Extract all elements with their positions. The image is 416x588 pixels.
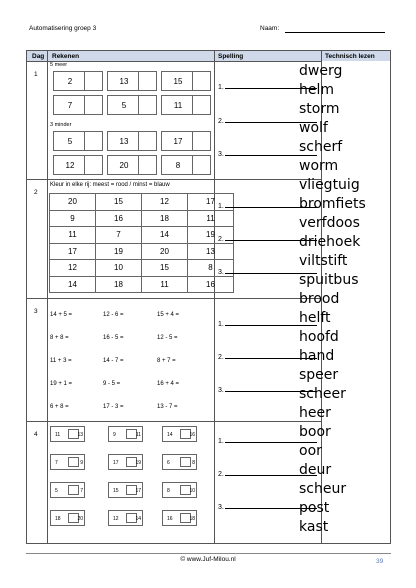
answer-box[interactable] [84,96,102,114]
answer-box[interactable] [84,72,102,90]
number: 10 [189,488,195,494]
spelling-item: 3. [218,387,317,394]
more-group [27,51,214,179]
reading-word: driehoek [299,234,361,250]
number-cell[interactable]: 15 [96,194,142,211]
number-cell[interactable]: 16 [96,210,142,227]
number-cell[interactable]: 14 [50,276,96,293]
number: 18 [189,516,195,522]
number-sequence [108,482,143,498]
worksheet-title: Automatisering groep 3 [29,25,97,32]
reading-word: heer [299,405,331,421]
answer-box[interactable] [84,156,102,174]
reading-word: storm [299,101,340,117]
day-number: 1 [34,71,38,78]
page-number: 39 [376,558,384,565]
sum: 14 + 5 = [50,312,73,318]
number-cell[interactable]: 10 [96,260,142,277]
answer-box[interactable] [192,96,210,114]
color-number-table [49,193,234,293]
number-cell[interactable]: 17 [50,243,96,260]
start-number: 5 [121,101,127,110]
number: 12 [113,516,119,522]
start-number: 13 [119,77,129,86]
sum: 11 + 3 = [50,358,72,364]
day-number: 4 [34,431,38,438]
answer-box[interactable] [138,72,156,90]
number-cell[interactable]: 11 [142,276,188,293]
reading-word: viltstift [299,253,348,269]
number-cell[interactable]: 9 [50,210,96,227]
answer-box[interactable] [192,156,210,174]
sum: 8 + 8 = [50,335,69,341]
start-number: 11 [173,101,183,110]
start-number: 2 [67,77,73,86]
number: 8 [167,488,170,494]
number-cell[interactable]: 20 [142,243,188,260]
answer-box[interactable] [138,96,156,114]
answer-box[interactable] [138,132,156,150]
number-cell[interactable]: 20 [50,194,96,211]
name-label: Naam: [260,25,280,32]
reading-word: scheur [299,481,347,497]
name-line[interactable] [285,32,385,33]
number-sequence [108,426,143,442]
reading-word: kast [299,519,329,535]
number-sequence [108,510,143,526]
spelling-item: 1. [218,84,317,91]
spelling-item: 1. [218,203,317,210]
reading-word: scheer [299,386,346,402]
start-number: 17 [173,137,183,146]
number: 14 [167,432,173,438]
number-sequence [162,426,197,442]
sum: 9 - 5 = [103,381,121,387]
answer-box[interactable] [68,485,79,495]
number-cell[interactable]: 16 [188,276,234,293]
sum: 16 + 4 = [157,381,180,387]
spelling-item: 2. [218,118,317,125]
reading-word: vliegtuig [299,177,360,193]
reading-word: hoofd [299,329,339,345]
number: 5 [55,488,58,494]
number-sequence [162,510,197,526]
number-sequence [108,454,143,470]
answer-box[interactable] [68,457,79,467]
number-cell[interactable]: 11 [50,227,96,244]
spelling-item: 3. [218,504,317,511]
number-cell[interactable]: 11 [188,210,234,227]
number: 19 [135,460,141,466]
number-cell[interactable]: 19 [96,243,142,260]
number-cell[interactable]: 15 [142,260,188,277]
answer-box[interactable] [192,72,210,90]
number: 8 [192,460,195,466]
number: 17 [113,460,119,466]
number: 17 [135,488,141,494]
start-number: 8 [175,161,181,170]
sum: 19 + 1 = [50,381,73,387]
less-label: 3 minder [50,122,72,128]
number-sequence [50,426,85,442]
answer-box[interactable] [84,132,102,150]
reading-word: helm [299,82,335,98]
number-cell[interactable]: 12 [50,260,96,277]
number: 14 [135,516,141,522]
number-cell[interactable]: 8 [188,260,234,277]
number-cell[interactable]: 7 [96,227,142,244]
number-sequence [50,454,85,470]
number-sequence [162,454,197,470]
number-sequence [50,510,85,526]
number-cell[interactable]: 14 [142,227,188,244]
spelling-item: 2. [218,236,317,243]
start-number: 13 [119,137,129,146]
number: 7 [80,488,83,494]
spelling-item: 2. [218,354,317,361]
color-instruction: Kleur in elke rij: meest = rood / minst = blauw [50,182,170,188]
start-number: 7 [67,101,73,110]
header-spelling: Spelling [218,52,244,60]
start-number: 20 [119,161,129,170]
number-cell[interactable]: 17 [188,194,234,211]
sum: 6 + 8 = [50,404,69,410]
number-sequence [50,482,85,498]
reading-word: verfdoos [299,215,360,231]
footer-divider [26,553,391,554]
number: 20 [77,516,83,522]
reading-word: oor [299,443,322,459]
reading-word: boor [299,424,331,440]
answer-box[interactable] [192,132,210,150]
header-dag: Dag [32,52,45,60]
reading-word: spuitbus [299,272,359,288]
spelling-item: 1. [218,438,317,445]
sum: 16 - 5 = [103,335,124,341]
start-number: 15 [173,77,183,86]
reading-word: helft [299,310,331,326]
reading-word: scherf [299,139,343,155]
reading-word: bromfiets [299,196,366,212]
number: 11 [135,432,141,438]
header-technisch-lezen: Technisch lezen [325,52,375,60]
more-label: 5 meer [50,62,68,68]
number: 16 [189,432,195,438]
spelling-item: 3. [218,151,317,158]
reading-word: worm [299,158,339,174]
sum: 13 - 7 = [157,404,178,410]
reading-word: hand [299,348,335,364]
spelling-item: 3. [218,269,317,276]
sum: 12 - 6 = [103,312,124,318]
sum: 8 + 7 = [157,358,176,364]
number-cell[interactable]: 12 [142,194,188,211]
sum: 12 - 5 = [157,335,178,341]
answer-box[interactable] [138,156,156,174]
number-cell[interactable]: 18 [142,210,188,227]
number: 18 [55,516,61,522]
number: 15 [113,488,119,494]
number-sequence [162,482,197,498]
day-number: 3 [34,308,38,315]
sum: 17 - 3 = [103,404,124,410]
reading-word: speer [299,367,339,383]
day-number: 2 [34,189,38,196]
number: 7 [55,460,58,466]
reading-word: wolf [299,120,328,136]
number: 16 [167,516,173,522]
number-cell[interactable]: 13 [188,243,234,260]
number-cell[interactable]: 19 [188,227,234,244]
number: 11 [55,432,61,438]
number: 9 [113,432,116,438]
start-number: 5 [67,137,73,146]
footer-site: © www.Juf-Milou.nl [180,556,236,563]
sum: 14 - 7 = [103,358,124,364]
sum: 15 + 4 = [157,312,180,318]
answer-box[interactable] [180,457,191,467]
header-rekenen: Rekenen [52,52,80,60]
reading-word: dwerg [299,63,343,79]
number-cell[interactable]: 18 [96,276,142,293]
reading-word: deur [299,462,332,478]
reading-word: post [299,500,330,516]
number: 13 [77,432,83,438]
number: 6 [167,460,170,466]
spelling-item: 1. [218,321,317,328]
number: 9 [80,460,83,466]
reading-word: brood [299,291,340,307]
spelling-item: 2. [218,471,317,478]
start-number: 12 [65,161,75,170]
